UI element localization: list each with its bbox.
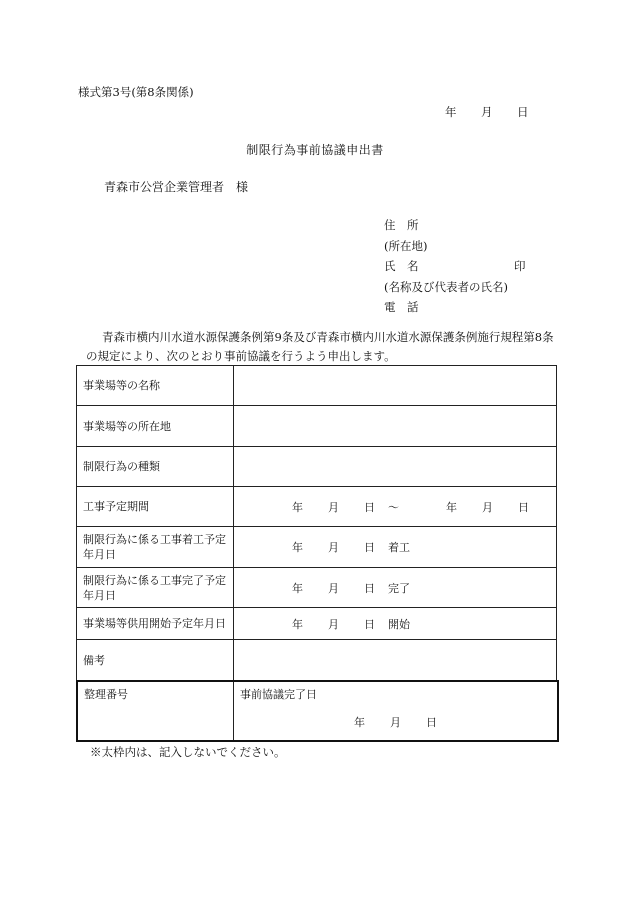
day-label: 日: [364, 500, 375, 514]
table-row: [77, 568, 557, 608]
date-year-label: 年: [445, 105, 457, 119]
phone-label: 電 話: [384, 300, 419, 314]
year-label: 年: [292, 541, 303, 554]
tilde-separator: 〜: [388, 500, 399, 514]
address-label: 住 所: [384, 218, 419, 232]
row-label-start: 制限行為に係る工事着工予定年月日: [77, 527, 234, 568]
table-row: [77, 608, 557, 640]
name-note: (名称及び代表者の氏名): [384, 279, 508, 294]
seal-mark: 印: [514, 259, 526, 273]
table-row: [77, 527, 557, 568]
footnote: ※太枠内は、記入しないでください。: [90, 745, 286, 759]
month-label: 月: [328, 617, 339, 631]
row-label-name: 事業場等の名称: [77, 366, 234, 406]
body-text: 青森市横内川水道水源保護条例第9条及び青森市横内川水道水源保護条例施行規程第8条の規定により、次のとおり事前協議を行うよう申出します。: [86, 330, 554, 363]
facility-location-field[interactable]: [234, 406, 557, 447]
submission-date: [445, 104, 529, 120]
year-label: 年: [292, 581, 303, 595]
application-table: [76, 365, 557, 681]
month-label: 月: [328, 500, 339, 514]
form-number: 様式第3号(第8条関係): [78, 85, 194, 99]
date-day-label: 日: [517, 105, 529, 119]
office-use-box: [76, 680, 559, 742]
day-label: 日: [364, 541, 375, 554]
addressee: 青森市公営企業管理者 様: [104, 180, 249, 194]
row-label-remarks: 備考: [77, 640, 234, 681]
name-row: [384, 256, 526, 277]
applicant-block: [384, 215, 526, 318]
start-suffix: 着工: [388, 541, 410, 554]
completion-date-field[interactable]: [234, 568, 557, 608]
row-label-operation: 事業場等供用開始予定年月日: [77, 608, 234, 640]
location-label: (所在地): [384, 238, 428, 253]
operation-suffix: 開始: [388, 617, 410, 631]
row-label-location: 事業場等の所在地: [77, 406, 234, 447]
table-row: [77, 640, 557, 681]
table-row: [77, 406, 557, 447]
table-row: [77, 487, 557, 527]
row-label-type: 制限行為の種類: [77, 447, 234, 487]
month-label: 月: [328, 581, 339, 595]
reference-number-label: 整理番号: [84, 688, 128, 701]
start-date-field[interactable]: [234, 527, 557, 568]
day-label: 日: [364, 617, 375, 631]
day-label: 日: [426, 716, 437, 729]
construction-period-field[interactable]: [234, 487, 557, 527]
day-label: 日: [518, 500, 529, 514]
completion-date-label: 事前協議完了日: [240, 688, 317, 701]
year-label: 年: [292, 500, 303, 514]
day-label: 日: [364, 581, 375, 595]
row-label-period: 工事予定期間: [77, 487, 234, 527]
month-label: 月: [390, 716, 401, 729]
year-label: 年: [446, 500, 457, 514]
end-suffix: 完了: [388, 581, 410, 595]
office-box-divider: [233, 682, 234, 740]
month-label: 月: [328, 541, 339, 554]
remarks-field[interactable]: [234, 640, 557, 681]
table-row: [77, 366, 557, 406]
operation-date-field[interactable]: [234, 608, 557, 640]
name-label: 氏 名: [384, 259, 419, 273]
year-label: 年: [354, 716, 365, 729]
row-label-end: 制限行為に係る工事完了予定年月日: [77, 568, 234, 608]
restricted-act-type-field[interactable]: [234, 447, 557, 487]
table-row: [77, 447, 557, 487]
facility-name-field[interactable]: [234, 366, 557, 406]
year-label: 年: [292, 617, 303, 631]
completion-date: [354, 714, 462, 730]
page-title: 制限行為事前協議申出書: [246, 143, 384, 157]
date-month-label: 月: [481, 105, 493, 119]
month-label: 月: [482, 500, 493, 514]
